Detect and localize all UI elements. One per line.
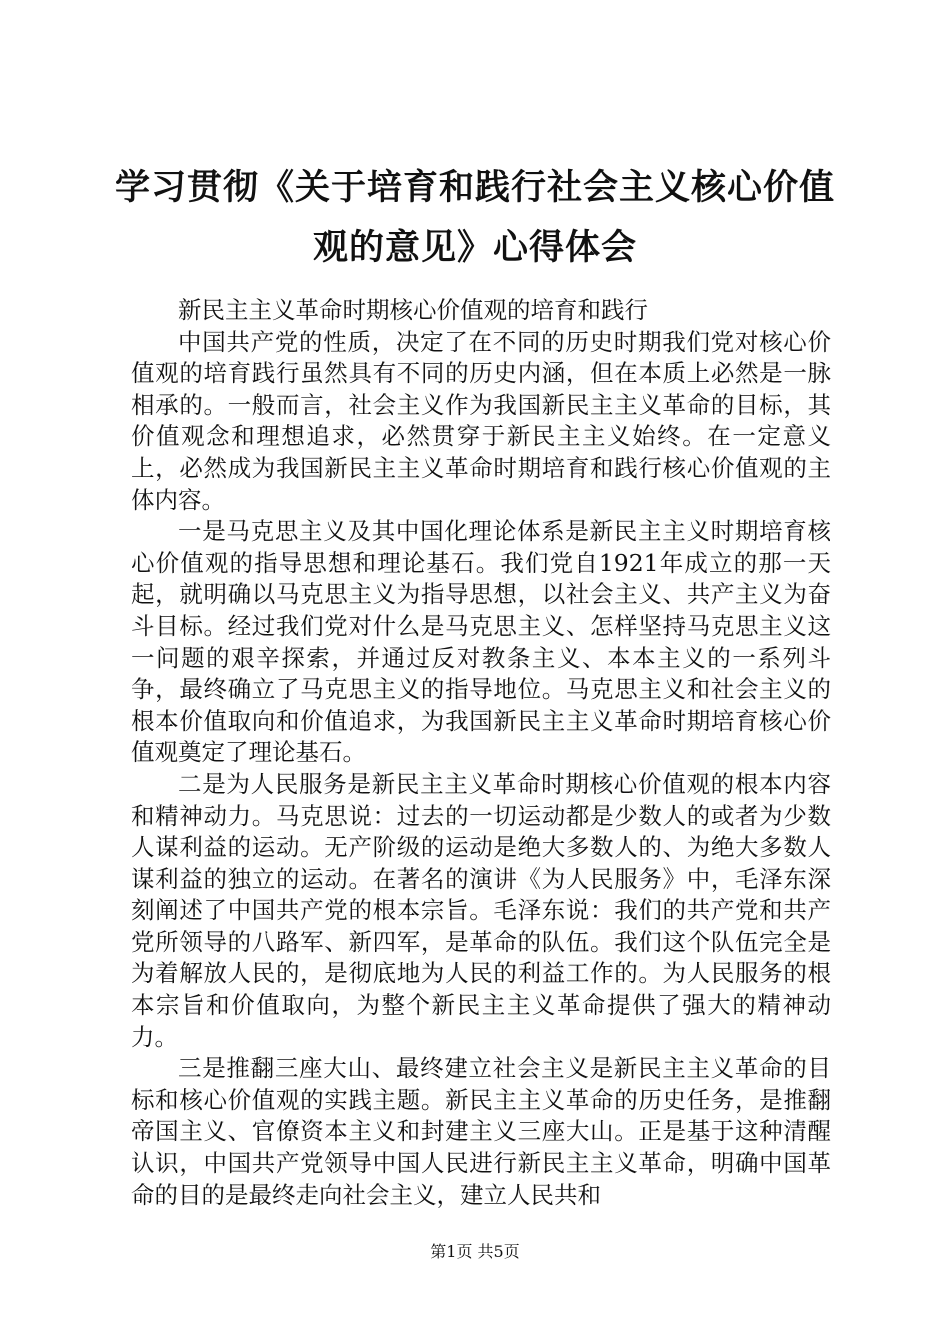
page-number-footer: 第1页 共5页 (430, 1242, 520, 1261)
body-paragraph: 一是马克思主义及其中国化理论体系是新民主主义时期培育核心价值观的指导思想和理论基石。我们党自1921年成立的那一天起，就明确以马克思主义为指导思想，以社会主义、共产主义为奋斗目标。经过我们党对什么是马克思主义、怎样坚持马克思主义这一问题的艰辛探索，并通过反对教条主义、本本主义的一系列斗争，最终确立了马克思主义的指导地位。马克思主义和社会主义的根本价值取向和价值追求，为我国新民主主义革命时期培育核心价值观奠定了理论基石。 (131, 517, 831, 767)
body-paragraph: 中国共产党的性质，决定了在不同的历史时期我们党对核心价值观的培育践行虽然具有不同的历史内涵，但在本质上必然是一脉相承的。一般而言，社会主义作为我国新民主主义革命的目标，其价值观念和理想追求，必然贯穿于新民主主义始终。在一定意义上，必然成为我国新民主主义革命时期培育和践行核心价值观的主体内容。 (131, 327, 831, 514)
section-heading: 新民主主义革命时期核心价值观的培育和践行 (178, 296, 648, 324)
body-paragraph: 二是为人民服务是新民主主义革命时期核心价值观的根本内容和精神动力。马克思说：过去的一切运动都是少数人的或者为少数人谋利益的运动。无产阶级的运动是绝大多数人的、为绝大多数人谋利益的独立的运动。在著名的演讲《为人民服务》中，毛泽东深刻阐述了中国共产党的根本宗旨。毛泽东说：我们的共产党和共产党所领导的八路军、新四军，是革命的队伍。我们这个队伍完全是为着解放人民的，是彻底地为人民的利益工作的。为人民服务的根本宗旨和价值取向，为整个新民主主义革命提供了强大的精神动力。 (131, 769, 831, 1051)
document-title (100, 158, 850, 278)
document-body (131, 295, 831, 1211)
title-line-2: 观的意见》心得体会 (312, 228, 637, 268)
body-paragraph: 三是推翻三座大山、最终建立社会主义是新民主主义革命的目标和核心价值观的实践主题。新民主主义革命的历史任务，是推翻帝国主义、官僚资本主义和封建主义三座大山。正是基于这种清醒认识，中国共产党领导中国人民进行新民主主义革命，明确中国革命的目的是最终走向社会主义，建立人民共和 (131, 1054, 831, 1209)
title-line-1: 学习贯彻《关于培育和践行社会主义核心价值 (114, 168, 835, 208)
